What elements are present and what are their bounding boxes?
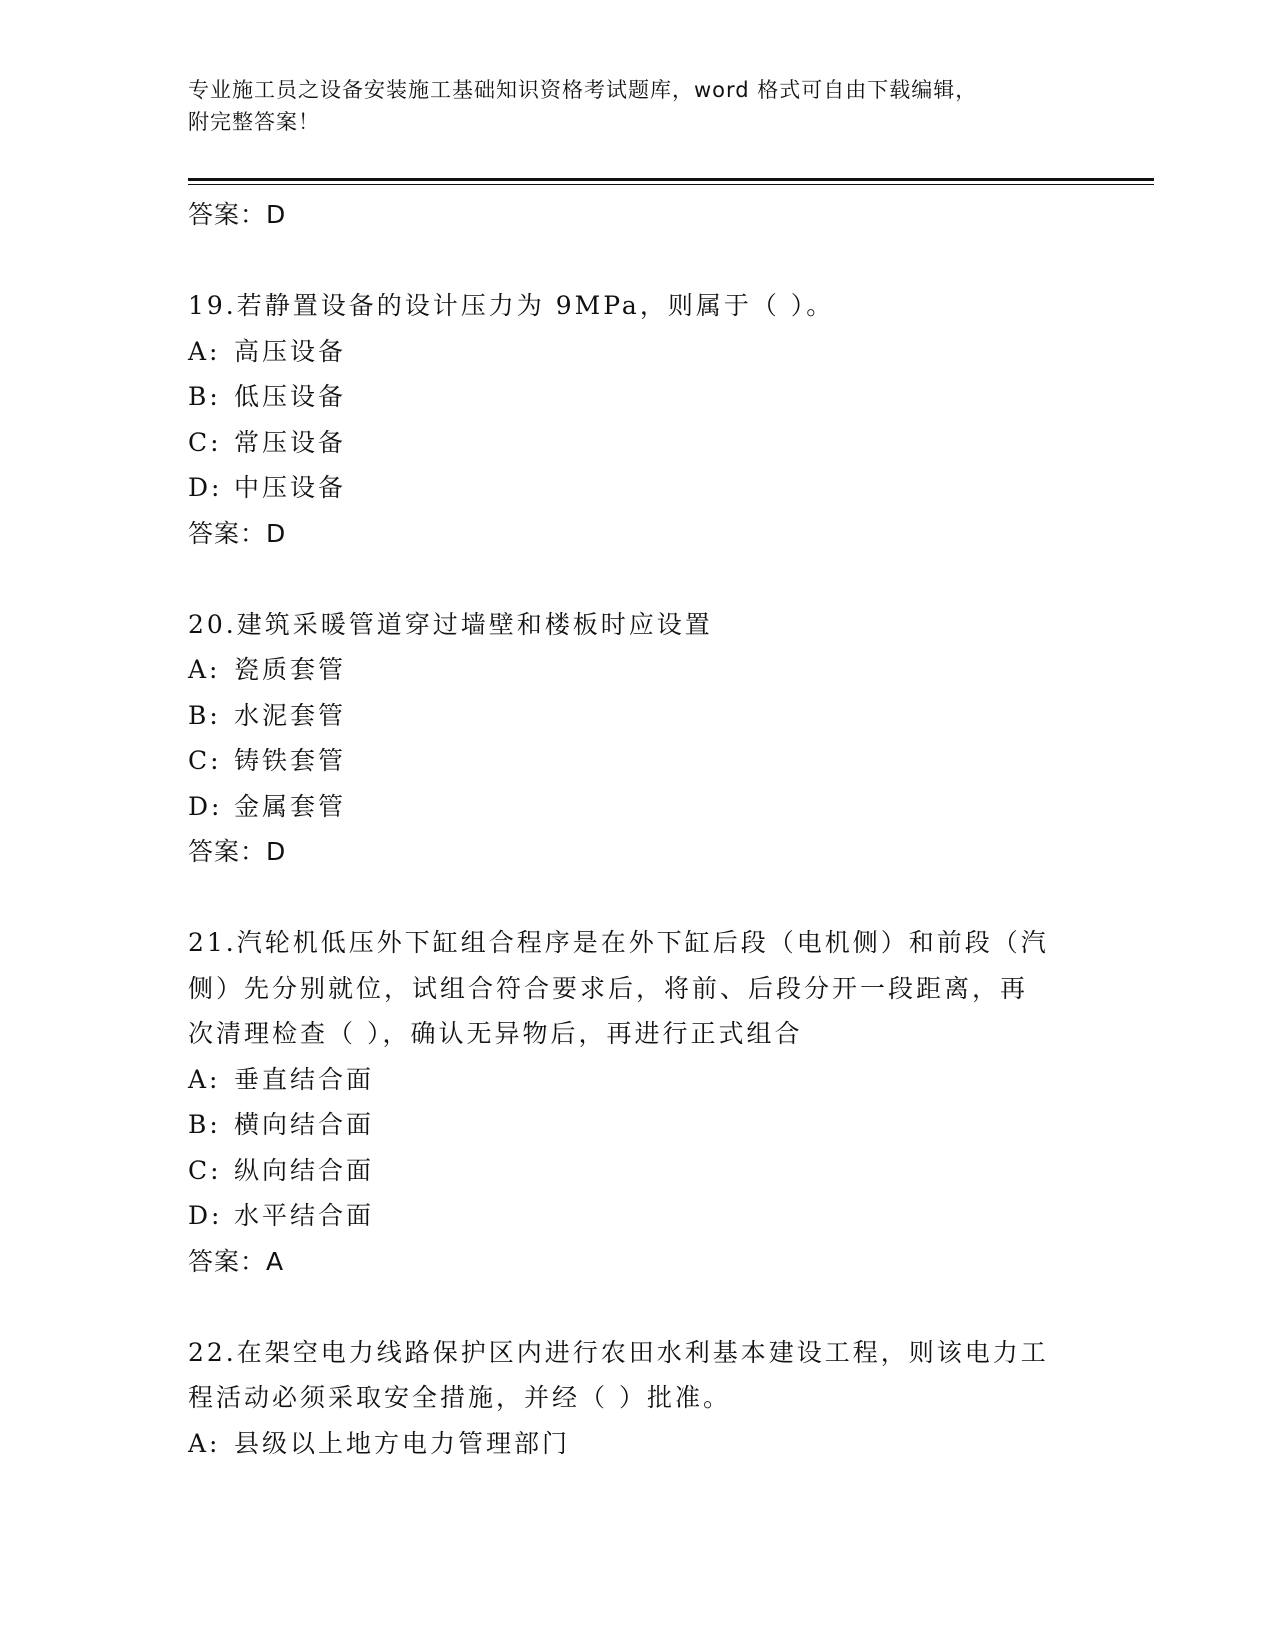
spacer [188,1284,1088,1330]
option-text: 高压设备 [234,336,347,366]
question-21 [188,920,1088,1284]
option-c [188,738,1088,784]
option-c [188,420,1088,466]
option-b [188,374,1088,420]
answer-line: 答案：D [188,518,287,548]
header-line-1: 专业施工员之设备安装施工基础知识资格考试题库，word 格式可自由下载编辑， [188,78,978,102]
option-a [188,647,1088,693]
question-list [188,192,1088,1466]
option-letter: B: [188,382,221,411]
option-text: 县级以上地方电力管理部门 [234,1428,571,1458]
question-text: 20.建筑采暖管道穿过墙壁和楼板时应设置 [188,609,713,639]
option-b [188,1102,1088,1148]
option-d [188,465,1088,511]
option-letter: A: [188,336,221,366]
question-text-line-2: 侧）先分别就位，试组合符合要求后，将前、后段分开一段距离，再 [188,973,1029,1003]
document-header [188,74,1088,138]
header-line-2: 附完整答案！ [188,110,320,134]
option-text: 水泥套管 [234,700,347,730]
option-text: 金属套管 [234,791,347,821]
answer-line: 答案：D [188,837,287,866]
question-text: 19.若静置设备的设计压力为 9MPa，则属于（ ）。 [188,291,835,320]
spacer [188,238,1088,284]
option-text: 垂直结合面 [234,1064,375,1094]
option-letter: C: [188,746,222,775]
answer-line: 答案：A [188,1246,285,1276]
question-20 [188,602,1088,875]
question-19 [188,283,1088,556]
option-c [188,1148,1088,1194]
option-letter: B: [188,700,221,730]
option-a [188,1421,1088,1467]
option-text: 低压设备 [234,382,347,411]
question-text-line-2: 程活动必须采取安全措施，并经（ ）批准。 [188,1383,731,1412]
option-text: 常压设备 [234,427,347,457]
option-letter: D: [188,473,223,502]
option-text: 瓷质套管 [234,655,347,684]
spacer [188,875,1088,921]
option-d [188,1193,1088,1239]
question-22 [188,1330,1088,1467]
option-letter: B: [188,1110,221,1139]
option-letter: C: [188,1155,222,1185]
option-letter: A: [188,655,221,684]
question-text-line-1: 22.在架空电力线路保护区内进行农田水利基本建设工程，则该电力工 [188,1337,1049,1367]
option-text: 中压设备 [234,473,347,502]
option-text: 横向结合面 [234,1110,375,1139]
previous-answer: 答案：D [188,200,287,229]
option-a [188,329,1088,375]
question-text-line-3: 次清理检查（ ），确认无异物后，再进行正式组合 [188,1019,803,1048]
header-divider-thin [188,184,1154,185]
option-b [188,693,1088,739]
option-text: 纵向结合面 [234,1155,375,1185]
option-letter: C: [188,427,222,457]
spacer [188,556,1088,602]
question-text-line-1: 21.汽轮机低压外下缸组合程序是在外下缸后段（电机侧）和前段（汽 [188,928,1049,957]
option-d [188,784,1088,830]
option-letter: D: [188,791,223,821]
option-text: 水平结合面 [234,1201,375,1230]
option-a [188,1057,1088,1103]
option-text: 铸铁套管 [234,746,347,775]
option-letter: D: [188,1201,223,1230]
option-letter: A: [188,1064,221,1094]
header-divider-thick [188,178,1154,181]
option-letter: A: [188,1428,221,1458]
